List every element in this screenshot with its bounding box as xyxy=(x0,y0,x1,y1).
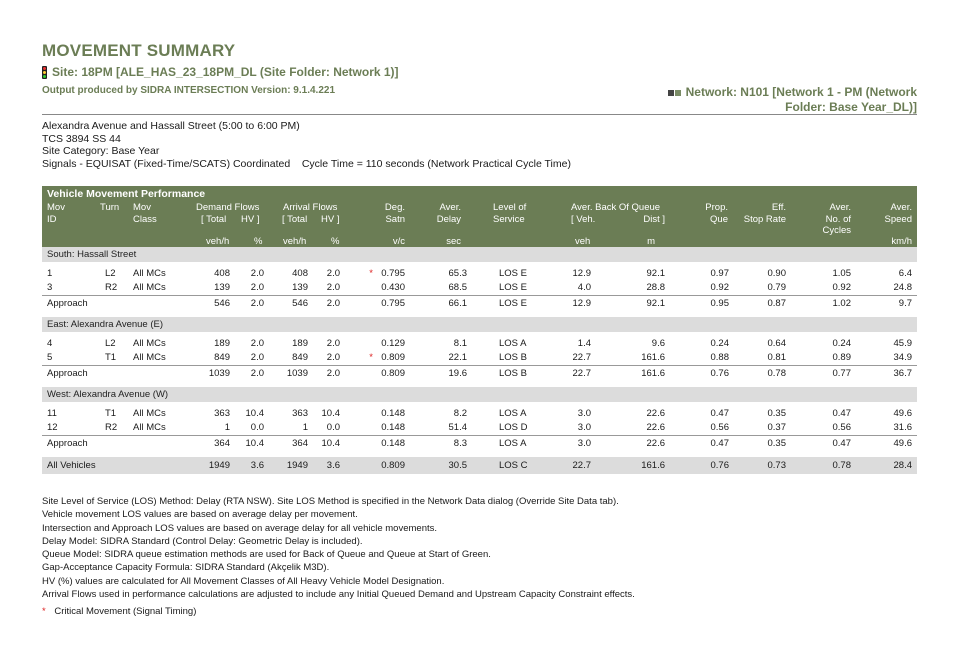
cell-delay: 66.1 xyxy=(448,298,467,309)
cell-dist: 9.6 xyxy=(651,338,665,349)
cell-deg: 0.809 xyxy=(381,460,405,471)
cell-eff: 0.64 xyxy=(767,338,786,349)
col-back-of-queue: Aver. Back Of Queue xyxy=(571,202,661,213)
col-mov: Mov xyxy=(47,202,65,213)
col-los: Level of xyxy=(493,202,527,213)
unit-delay: sec xyxy=(446,236,461,247)
cell-delay: 8.1 xyxy=(453,338,467,349)
cell-prop: 0.56 xyxy=(710,422,729,433)
cell-eff: 0.37 xyxy=(767,422,786,433)
cell-cycles: 0.47 xyxy=(832,438,851,449)
cell-prop: 0.92 xyxy=(710,282,729,293)
site-info xyxy=(42,120,571,170)
cell-delay: 8.3 xyxy=(453,438,467,449)
cell-arrival-total: 1949 xyxy=(286,460,308,471)
cell-arrival-total: 364 xyxy=(292,438,308,449)
cell-deg: 0.148 xyxy=(381,438,405,449)
header-row xyxy=(42,214,917,225)
section-title: East: Alexandra Avenue (E) xyxy=(42,317,917,332)
critical-marker: * xyxy=(369,268,373,279)
cell-demand-total: 408 xyxy=(214,268,230,279)
site-heading xyxy=(42,65,399,79)
cell-speed: 9.7 xyxy=(898,298,912,309)
unit-arrival-total: veh/h xyxy=(283,236,307,247)
cell-id: 3 xyxy=(47,282,53,293)
col-deg-sub: Satn xyxy=(385,214,405,225)
cell-deg: 0.795 xyxy=(381,268,405,279)
cell-label: Approach xyxy=(47,438,88,449)
cell-arrival-hv: 0.0 xyxy=(326,422,340,433)
col-arrival-total: [ Total xyxy=(282,214,308,225)
cell-id: 11 xyxy=(47,408,57,419)
cell-veh: 1.4 xyxy=(577,338,591,349)
cell-speed: 31.6 xyxy=(893,422,912,433)
cell-class: All MCs xyxy=(133,422,166,433)
cell-demand-total: 139 xyxy=(214,282,230,293)
cell-los: LOS A xyxy=(499,338,527,349)
col-mov-sub: ID xyxy=(47,214,57,225)
network-icon xyxy=(668,90,681,96)
table-row xyxy=(42,267,917,281)
cell-id: 5 xyxy=(47,352,53,363)
unit-speed: km/h xyxy=(891,236,912,247)
cell-delay: 30.5 xyxy=(448,460,467,471)
col-prop: Prop. xyxy=(705,202,728,213)
col-eff-sub: Stop Rate xyxy=(743,214,786,225)
cell-prop: 0.47 xyxy=(710,438,729,449)
section-east xyxy=(42,317,917,382)
col-delay: Aver. xyxy=(439,202,461,213)
col-los-sub: Service xyxy=(493,214,525,225)
cell-veh: 4.0 xyxy=(577,282,591,293)
cell-los: LOS A xyxy=(499,408,527,419)
cell-dist: 22.6 xyxy=(646,408,665,419)
cell-class: All MCs xyxy=(133,282,166,293)
cell-dist: 161.6 xyxy=(641,460,665,471)
header-row xyxy=(42,202,917,214)
cell-turn: L2 xyxy=(105,338,116,349)
cell-turn: T1 xyxy=(105,352,117,363)
cell-prop: 0.24 xyxy=(710,338,729,349)
cell-turn: T1 xyxy=(105,408,117,419)
col-cycles-sub2: Cycles xyxy=(822,225,851,236)
cell-demand-total: 1039 xyxy=(208,368,230,379)
cell-arrival-total: 363 xyxy=(292,408,308,419)
cell-demand-total: 1 xyxy=(224,422,230,433)
cell-los: LOS B xyxy=(499,352,527,363)
movement-performance-table xyxy=(42,186,917,474)
cell-deg: 0.809 xyxy=(381,352,405,363)
cell-label: Approach xyxy=(47,368,88,379)
cell-demand-hv: 0.0 xyxy=(250,422,264,433)
note-line: HV (%) values are calculated for All Movement Classes of All Heavy Vehicle Model Designation. xyxy=(42,575,445,587)
cell-delay: 68.5 xyxy=(448,282,467,293)
cell-cycles: 0.56 xyxy=(832,422,851,433)
col-speed: Aver. xyxy=(890,202,912,213)
notes xyxy=(42,495,635,601)
cell-dist: 92.1 xyxy=(646,298,665,309)
col-cycles-sub: No. of xyxy=(825,214,851,225)
col-arrival-hv: HV ] xyxy=(321,214,340,225)
cell-dist: 22.6 xyxy=(646,438,665,449)
cell-cycles: 0.24 xyxy=(832,338,851,349)
cell-veh: 3.0 xyxy=(577,422,591,433)
cell-veh: 22.7 xyxy=(572,368,591,379)
unit-deg: v/c xyxy=(392,236,405,247)
site-label: Site: 18PM [ALE_HAS_23_18PM_DL (Site Folder: Network 1)] xyxy=(52,65,399,79)
unit-dist: m xyxy=(647,236,655,247)
cell-speed: 49.6 xyxy=(893,408,912,419)
cell-cycles: 0.89 xyxy=(832,352,851,363)
note-line: Intersection and Approach LOS values are based on average delay for all vehicle movements. xyxy=(42,522,438,534)
note-line: Vehicle movement LOS values are based on average delay per movement. xyxy=(42,509,358,521)
approach-row xyxy=(42,295,917,312)
cell-arrival-total: 546 xyxy=(292,298,308,309)
cell-class: All MCs xyxy=(133,352,166,363)
cell-eff: 0.73 xyxy=(767,460,786,471)
cell-los: LOS A xyxy=(499,438,527,449)
cell-demand-total: 1949 xyxy=(208,460,230,471)
col-mov-class: Mov xyxy=(133,202,151,213)
cell-delay: 22.1 xyxy=(448,352,467,363)
cell-arrival-total: 408 xyxy=(292,268,308,279)
site-info-line: Signals - EQUISAT (Fixed-Time/SCATS) Coordinated Cycle Time = 110 seconds (Network Practical Cycle Time) xyxy=(42,157,571,170)
cell-demand-hv: 2.0 xyxy=(250,298,264,309)
approach-row xyxy=(42,365,917,382)
cell-arrival-hv: 2.0 xyxy=(326,268,340,279)
cell-demand-hv: 2.0 xyxy=(250,368,264,379)
col-deg: Deg. xyxy=(384,202,405,213)
cell-demand-total: 364 xyxy=(214,438,230,449)
critical-marker: * xyxy=(369,352,373,363)
site-info-line: TCS 3894 SS 44 xyxy=(42,132,121,145)
header-row xyxy=(42,225,917,236)
critical-marker-icon: * xyxy=(42,606,46,617)
col-eff: Eff. xyxy=(771,202,786,213)
cell-class: All MCs xyxy=(133,338,166,349)
cell-prop: 0.95 xyxy=(710,298,729,309)
cell-arrival-total: 849 xyxy=(292,352,308,363)
header-divider xyxy=(42,114,917,115)
note-line: Queue Model: SIDRA queue estimation methods are used for Back of Queue and Queue at Start of Green. xyxy=(42,549,491,561)
cell-speed: 45.9 xyxy=(893,338,912,349)
cell-dist: 22.6 xyxy=(646,422,665,433)
cell-deg: 0.129 xyxy=(381,338,405,349)
cell-demand-hv: 3.6 xyxy=(250,460,264,471)
cell-veh: 3.0 xyxy=(577,408,591,419)
cell-demand-total: 363 xyxy=(214,408,230,419)
cell-eff: 0.78 xyxy=(767,368,786,379)
site-info-line: Alexandra Avenue and Hassall Street (5:00 to 6:00 PM) xyxy=(42,120,300,132)
cell-speed: 49.6 xyxy=(893,438,912,449)
col-demand-hv: HV ] xyxy=(241,214,260,225)
note-line: Site Level of Service (LOS) Method: Delay (RTA NSW). Site LOS Method is specified in the Network Data dialog (Override Site Data tab). xyxy=(42,496,619,507)
cell-dist: 161.6 xyxy=(641,368,665,379)
cell-arrival-hv: 2.0 xyxy=(326,352,340,363)
col-arrival-flows: Arrival Flows xyxy=(283,202,338,213)
cell-los: LOS D xyxy=(499,422,528,433)
unit-arrival-hv: % xyxy=(331,236,340,247)
table-row xyxy=(42,407,917,421)
cell-deg: 0.430 xyxy=(381,282,405,293)
section-title: South: Hassall Street xyxy=(42,247,917,262)
cell-veh: 22.7 xyxy=(572,352,591,363)
note-line: Gap-Acceptance Capacity Formula: SIDRA Standard (Akçelik M3D). xyxy=(42,562,330,574)
cell-demand-total: 546 xyxy=(214,298,230,309)
cell-label: All Vehicles xyxy=(47,460,96,471)
col-speed-sub: Speed xyxy=(884,214,912,225)
cell-arrival-hv: 10.4 xyxy=(321,408,340,419)
col-demand-flows: Demand Flows xyxy=(196,202,260,213)
all-vehicles-row xyxy=(42,457,917,474)
legend xyxy=(42,606,196,617)
cell-arrival-hv: 2.0 xyxy=(326,282,340,293)
cell-prop: 0.88 xyxy=(710,352,729,363)
cell-speed: 28.4 xyxy=(893,460,912,471)
cell-arrival-hv: 2.0 xyxy=(326,298,340,309)
cell-turn: R2 xyxy=(105,282,118,293)
cell-turn: L2 xyxy=(105,268,116,279)
cell-veh: 22.7 xyxy=(572,460,591,471)
cell-delay: 51.4 xyxy=(448,422,467,433)
col-boq-dist: Dist ] xyxy=(643,214,665,225)
section-west xyxy=(42,387,917,452)
table-row xyxy=(42,351,917,365)
network-label-line2: Folder: Base Year_DL)] xyxy=(785,100,917,114)
cell-los: LOS E xyxy=(499,268,527,279)
cell-demand-hv: 2.0 xyxy=(250,282,264,293)
cell-deg: 0.148 xyxy=(381,422,405,433)
units-row xyxy=(42,236,917,247)
unit-demand-total: veh/h xyxy=(206,236,230,247)
table-row xyxy=(42,337,917,351)
cell-demand-hv: 10.4 xyxy=(245,438,264,449)
cell-eff: 0.35 xyxy=(767,408,786,419)
cell-demand-hv: 2.0 xyxy=(250,338,264,349)
page-title: MOVEMENT SUMMARY xyxy=(42,41,236,60)
cell-deg: 0.809 xyxy=(381,368,405,379)
cell-cycles: 1.02 xyxy=(832,298,851,309)
cell-demand-total: 849 xyxy=(214,352,230,363)
cell-los: LOS C xyxy=(499,460,528,471)
cell-arrival-total: 1039 xyxy=(286,368,308,379)
table-row xyxy=(42,421,917,435)
cell-speed: 34.9 xyxy=(893,352,912,363)
approach-row xyxy=(42,435,917,452)
cell-arrival-total: 189 xyxy=(292,338,308,349)
cell-arrival-total: 1 xyxy=(302,422,308,433)
cell-delay: 65.3 xyxy=(448,268,467,279)
network-heading xyxy=(668,85,917,115)
table-row xyxy=(42,281,917,295)
cell-speed: 24.8 xyxy=(893,282,912,293)
note-line: Arrival Flows used in performance calculations are adjusted to include any Initial Queued Demand and Upstream Capacity Constraint effects. xyxy=(42,589,635,601)
output-version-line: Output produced by SIDRA INTERSECTION Version: 9.1.4.221 xyxy=(42,85,336,96)
cell-deg: 0.148 xyxy=(381,408,405,419)
cell-prop: 0.76 xyxy=(710,460,729,471)
cell-cycles: 0.47 xyxy=(832,408,851,419)
cell-id: 1 xyxy=(47,268,53,279)
col-mov-class-sub: Class xyxy=(133,214,157,225)
cell-class: All MCs xyxy=(133,408,166,419)
cell-eff: 0.90 xyxy=(767,268,786,279)
cell-delay: 19.6 xyxy=(448,368,467,379)
cell-turn: R2 xyxy=(105,422,118,433)
cell-dist: 28.8 xyxy=(646,282,665,293)
cell-class: All MCs xyxy=(133,268,166,279)
cell-id: 12 xyxy=(47,422,58,433)
cell-label: Approach xyxy=(47,298,88,309)
cell-eff: 0.79 xyxy=(767,282,786,293)
cell-arrival-total: 139 xyxy=(292,282,308,293)
cell-speed: 6.4 xyxy=(898,268,912,279)
cell-prop: 0.47 xyxy=(710,408,729,419)
network-label-line1: Network: N101 [Network 1 - PM (Network xyxy=(685,85,917,99)
col-cycles: Aver. xyxy=(829,202,851,213)
cell-los: LOS B xyxy=(499,368,527,379)
cell-prop: 0.97 xyxy=(710,268,729,279)
section-south xyxy=(42,247,917,312)
cell-arrival-hv: 2.0 xyxy=(326,338,340,349)
cell-demand-hv: 2.0 xyxy=(250,268,264,279)
cell-eff: 0.35 xyxy=(767,438,786,449)
site-info-line: Site Category: Base Year xyxy=(42,145,160,157)
col-delay-sub: Delay xyxy=(436,214,461,225)
cell-demand-hv: 2.0 xyxy=(250,352,264,363)
cell-eff: 0.81 xyxy=(767,352,786,363)
cell-prop: 0.76 xyxy=(710,368,729,379)
cell-veh: 3.0 xyxy=(577,438,591,449)
cell-deg: 0.795 xyxy=(381,298,405,309)
note-line: Delay Model: SIDRA Standard (Control Delay: Geometric Delay is included). xyxy=(42,535,363,547)
cell-veh: 12.9 xyxy=(572,298,591,309)
col-boq-veh: [ Veh. xyxy=(571,214,596,225)
traffic-signal-icon xyxy=(42,66,47,79)
cell-eff: 0.87 xyxy=(767,298,786,309)
table-header xyxy=(42,186,917,247)
unit-veh: veh xyxy=(575,236,591,247)
col-turn: Turn xyxy=(100,202,120,213)
unit-demand-hv: % xyxy=(254,236,263,247)
cell-arrival-hv: 3.6 xyxy=(326,460,340,471)
cell-cycles: 1.05 xyxy=(832,268,851,279)
col-prop-sub: Que xyxy=(710,214,728,225)
col-demand-total: [ Total xyxy=(201,214,227,225)
cell-demand-total: 189 xyxy=(214,338,230,349)
cell-arrival-hv: 2.0 xyxy=(326,368,340,379)
cell-cycles: 0.78 xyxy=(832,460,851,471)
cell-arrival-hv: 10.4 xyxy=(321,438,340,449)
section-title: West: Alexandra Avenue (W) xyxy=(42,387,917,402)
cell-demand-hv: 10.4 xyxy=(245,408,264,419)
cell-los: LOS E xyxy=(499,282,527,293)
cell-delay: 8.2 xyxy=(453,408,467,419)
cell-cycles: 0.92 xyxy=(832,282,851,293)
legend-text: Critical Movement (Signal Timing) xyxy=(54,606,197,617)
cell-dist: 161.6 xyxy=(641,352,665,363)
cell-veh: 12.9 xyxy=(572,268,591,279)
cell-cycles: 0.77 xyxy=(832,368,851,379)
cell-los: LOS E xyxy=(499,298,527,309)
table-caption: Vehicle Movement Performance xyxy=(47,188,206,200)
cell-speed: 36.7 xyxy=(893,368,912,379)
cell-id: 4 xyxy=(47,338,53,349)
cell-dist: 92.1 xyxy=(646,268,665,279)
